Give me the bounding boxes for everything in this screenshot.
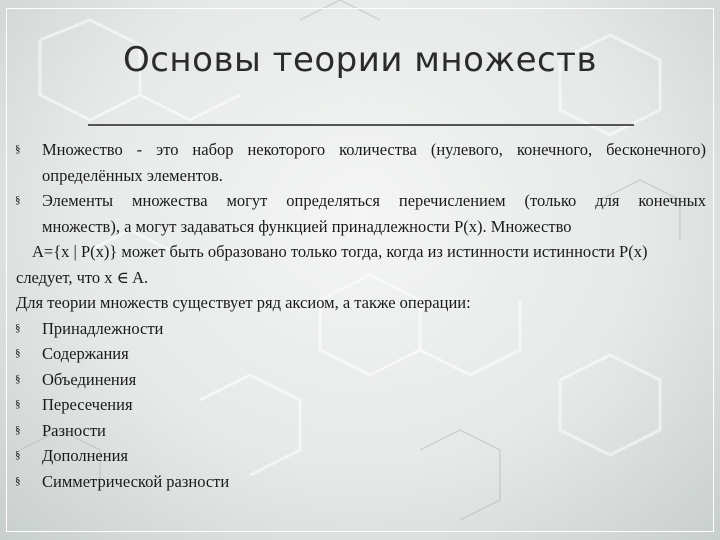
paragraph-1-line-1 <box>0 137 706 163</box>
paragraph-1-text-1: Множество - это набор некоторого количества (нулевого, конечного, бесконечного) <box>42 140 706 159</box>
bullet-icon: § <box>15 347 21 359</box>
operation-label: Симметрической разности <box>42 471 230 491</box>
slide-body <box>0 137 706 494</box>
operation-item <box>0 341 706 367</box>
operation-item <box>0 392 706 418</box>
paragraph-1-line-2: определённых элементов. <box>42 165 223 185</box>
operation-item <box>0 443 706 469</box>
operation-label: Пересечения <box>42 395 133 414</box>
bullet-icon: § <box>15 449 21 461</box>
operation-item <box>0 418 706 444</box>
paragraph-2-text-1: Элементы множества могут определяться перечислением (только для конечных <box>42 191 706 210</box>
bullet-icon: § <box>15 194 21 206</box>
operation-label: Содержания <box>42 344 129 363</box>
title-underline <box>88 124 634 126</box>
operation-label: Дополнения <box>42 446 129 465</box>
bullet-icon: § <box>15 321 21 334</box>
formula-line-1: A={x | P(x)} может быть образовано только тогда, когда из истинности истинности P(x) <box>32 242 648 261</box>
paragraph-2-line-1 <box>0 188 706 214</box>
operation-label: Принадлежности <box>42 318 164 338</box>
formula-line-2: следует, что x ∈ A. <box>16 267 149 287</box>
operation-label: Разности <box>42 420 106 440</box>
operation-item <box>0 367 706 393</box>
operations-intro: Для теории множеств существует ряд аксиом, а также операции: <box>16 293 471 312</box>
bullet-icon: § <box>15 423 21 436</box>
paragraph-2-line-2: множеств), а могут задаваться функцией принадлежности P(x). Множество <box>42 216 572 236</box>
bullet-icon: § <box>15 372 21 385</box>
operation-item <box>0 316 706 342</box>
bullet-icon: § <box>15 143 21 155</box>
operation-label: Объединения <box>42 369 137 389</box>
slide-title: Основы теории множеств <box>122 40 598 80</box>
bullet-icon: § <box>15 398 21 410</box>
bullet-icon: § <box>15 474 21 487</box>
operation-item <box>0 469 706 495</box>
